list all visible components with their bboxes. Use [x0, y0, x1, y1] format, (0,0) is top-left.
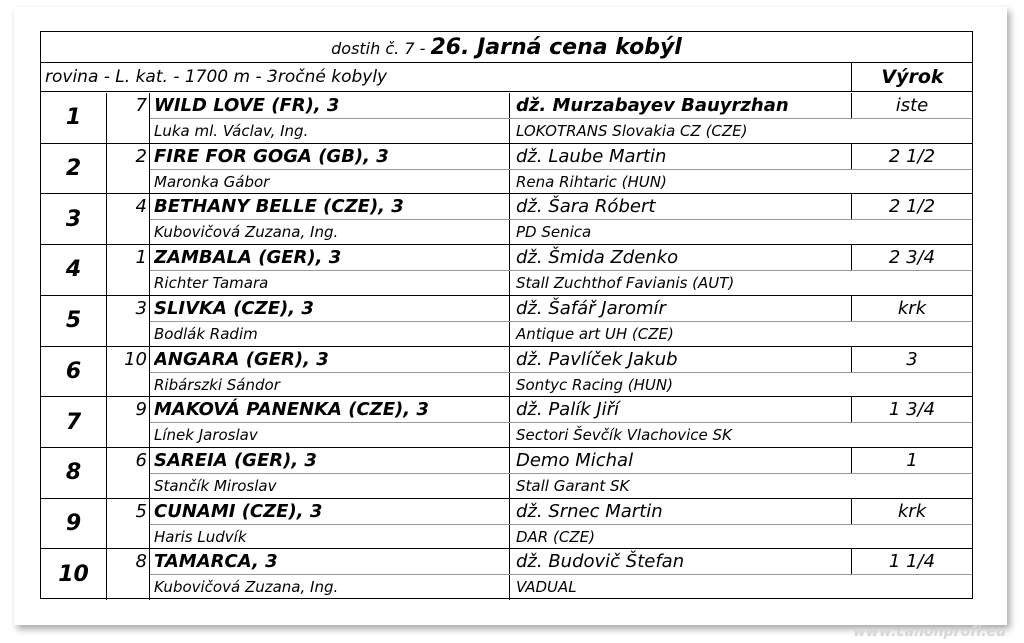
finish-position: 9 [41, 499, 107, 549]
start-number: 1 [135, 247, 147, 269]
table-row [41, 347, 972, 398]
race-title: 26. Jarná cena kobýl [430, 35, 682, 60]
table-row [41, 296, 972, 347]
finish-position: 4 [41, 245, 107, 295]
finish-position: 3 [41, 194, 107, 244]
trainer-name: Kubovičová Zuzana, Ing. [154, 223, 339, 242]
jockey-name: dž. Srnec Martin [516, 500, 663, 522]
trainer-name: Luka ml. Václav, Ing. [154, 122, 309, 140]
finish-position: 2 [41, 144, 107, 194]
horse-name: SAREIA (GER), 3 [154, 449, 317, 471]
finish-position: 7 [41, 397, 107, 447]
start-number: 2 [135, 145, 147, 167]
horse-name: ANGARA (GER), 3 [154, 348, 329, 370]
table-row [41, 194, 972, 245]
jockey-name: dž. Budovič Štefan [516, 551, 685, 573]
horse-name: TAMARCA, 3 [154, 551, 278, 573]
table-row [41, 397, 972, 448]
margin-value: 3 [906, 348, 918, 370]
margin-value: 1 [906, 449, 918, 471]
horse-name: WILD LOVE (FR), 3 [154, 95, 340, 116]
start-number: 4 [135, 196, 147, 218]
horse-name: SLIVKA (CZE), 3 [154, 297, 314, 319]
margin-value: 2 3/4 [888, 247, 936, 269]
trainer-name: Haris Ludvík [154, 527, 247, 546]
margin-value: krk [897, 500, 927, 522]
jockey-name: dž. Murzabayev Bauyrzhan [516, 95, 789, 116]
start-number: 7 [135, 95, 147, 116]
owner-name: LOKOTRANS Slovakia CZ (CZE) [516, 122, 748, 140]
jockey-name: dž. Šara Róbert [516, 196, 656, 218]
table-row [41, 245, 972, 296]
margin-value: 2 1/2 [888, 145, 936, 167]
horse-name: ZAMBALA (GER), 3 [154, 247, 342, 269]
watermark: www.canonprofi.eu [853, 624, 1006, 640]
start-number: 5 [135, 500, 147, 522]
owner-name: Sectori Ševčík Vlachovice SK [516, 426, 732, 445]
owner-name: DAR (CZE) [516, 527, 595, 546]
start-number: 10 [124, 348, 147, 370]
table-row [41, 93, 972, 144]
jockey-name: dž. Šafář Jaromír [516, 297, 666, 319]
table-row [41, 144, 972, 195]
start-number: 3 [135, 297, 147, 319]
table-row [41, 549, 972, 600]
trainer-name: Línek Jaroslav [154, 426, 258, 445]
horse-name: MAKOVÁ PANENKA (CZE), 3 [154, 399, 429, 421]
margin-value: 2 1/2 [888, 196, 936, 218]
jockey-name: dž. Pavlíček Jakub [516, 348, 678, 370]
table-row [41, 499, 972, 550]
horse-name: FIRE FOR GOGA (GB), 3 [154, 145, 389, 167]
trainer-name: Ribárszki Sándor [154, 375, 280, 394]
table-row [41, 448, 972, 499]
finish-position: 10 [41, 549, 107, 600]
start-number: 6 [135, 449, 147, 471]
jockey-name: Demo Michal [516, 449, 634, 471]
race-title-row [41, 32, 972, 63]
race-conditions: rovina - L. kat. - 1700 m - 3ročné kobyly [45, 67, 388, 87]
finish-position: 1 [41, 93, 107, 143]
margin-value: 1 1/4 [888, 551, 936, 573]
race-conditions-row [41, 63, 972, 92]
jockey-name: dž. Šmida Zdenko [516, 247, 679, 269]
trainer-name: Kubovičová Zuzana, Ing. [154, 578, 339, 597]
owner-name: Sontyc Racing (HUN) [516, 375, 673, 394]
trainer-name: Richter Tamara [154, 274, 269, 293]
start-number: 8 [135, 551, 147, 573]
owner-name: PD Senica [516, 223, 592, 242]
start-number: 9 [135, 399, 147, 421]
vyrok-header: Výrok [851, 63, 973, 92]
finish-position: 8 [41, 448, 107, 498]
trainer-name: Stančík Miroslav [154, 476, 277, 495]
owner-name: Stall Zuchthof Favianis (AUT) [516, 274, 735, 293]
margin-value: iste [895, 95, 929, 116]
finish-position: 6 [41, 347, 107, 397]
jockey-name: dž. Palík Jiří [516, 399, 620, 421]
race-results-table [40, 31, 973, 599]
finish-position: 5 [41, 296, 107, 346]
margin-value: 1 3/4 [888, 399, 936, 421]
owner-name: Rena Rihtaric (HUN) [516, 172, 667, 191]
trainer-name: Bodlák Radim [154, 324, 258, 343]
race-number: dostih č. 7 - [331, 39, 431, 58]
owner-name: Antique art UH (CZE) [516, 324, 674, 343]
jockey-name: dž. Laube Martin [516, 145, 667, 167]
horse-name: CUNAMI (CZE), 3 [154, 500, 323, 522]
owner-name: Stall Garant SK [516, 476, 630, 495]
owner-name: VADUAL [516, 578, 577, 597]
trainer-name: Maronka Gábor [154, 172, 270, 191]
margin-value: krk [897, 297, 927, 319]
horse-name: BETHANY BELLE (CZE), 3 [154, 196, 404, 218]
